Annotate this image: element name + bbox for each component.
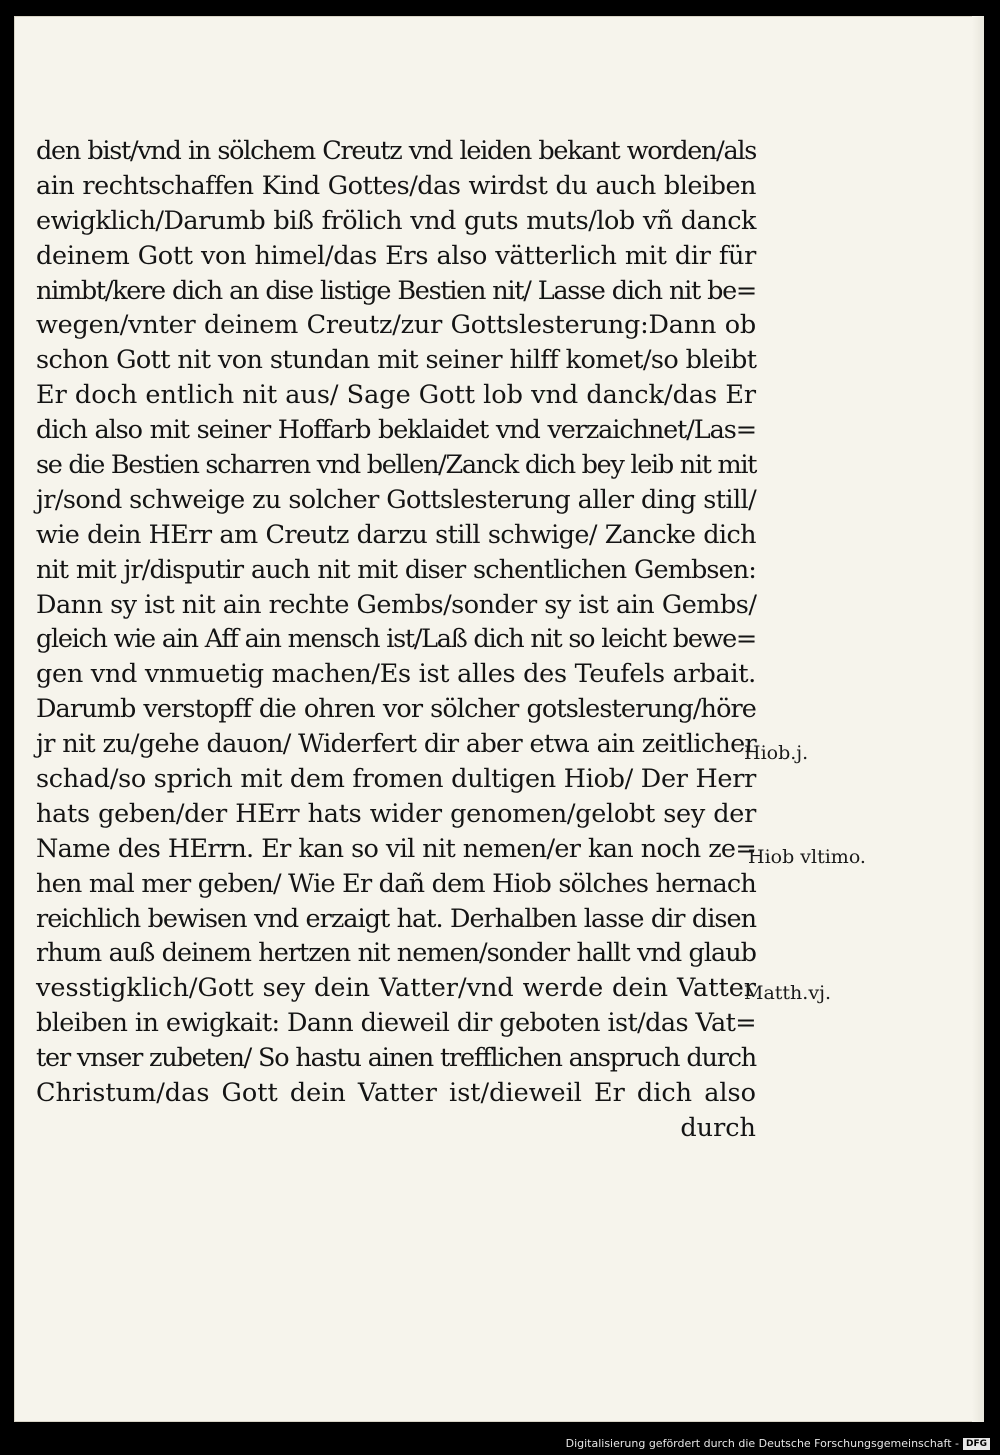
text-line: ewigklich/Darumb biß frölich vnd guts muts/lob vñ danck [36,205,756,236]
dfg-logo: DFG [963,1438,990,1450]
text-line: Christum/das Gott dein Vatter ist/dieweil Er dich also [36,1078,756,1109]
text-line: hen mal mer geben/ Wie Er dañ dem Hiob sölches hernach [36,868,756,899]
credit-text: Digitalisierung gefördert durch die Deutsche Forschungsgemeinschaft - [565,1437,959,1450]
text-line: hats geben/der HErr hats wider genomen/gelobt sey der [36,798,756,829]
text-line: nimbt/kere dich an dise listige Bestien nit/ Lasse dich nit be= [36,275,756,306]
text-line: nit mit jr/disputir auch nit mit diser schentlichen Gembsen: [36,554,756,585]
page-edge [972,16,984,1422]
text-line: wegen/vnter deinem Creutz/zur Gottslesterung:Dann ob [36,310,756,341]
text-line: rhum auß deinem hertzen nit nemen/sonder hallt vnd glaub [36,938,756,969]
text-line: schad/so sprich mit dem fromen dultigen Hiob/ Der Herr [36,764,756,795]
text-line: ter vnser zubeten/ So hastu ainen trefflichen anspruch durch [36,1043,756,1074]
book-page [14,16,984,1422]
text-line: se die Bestien scharren vnd bellen/Zanck dich bey leib nit mit [36,450,757,481]
text-line: dich also mit seiner Hoffarb beklaidet vnd verzaichnet/Las= [36,415,756,446]
text-line: gleich wie ain Aff ain mensch ist/Laß dich nit so leicht bewe= [36,624,756,655]
margin-note-hiob-ultimo: Hiob vltimo. [748,846,866,868]
digitization-credit [566,1437,990,1450]
margin-note-hiob-1: Hiob.j. [744,742,809,764]
text-line: Darumb verstopff die ohren vor sölcher gotslesterung/höre [36,694,756,725]
text-line: gen vnd vnmuetig machen/Es ist alles des Teufels arbait. [36,659,756,690]
text-line: wie dein HErr am Creutz darzu still schwige/ Zancke dich [36,519,756,550]
text-line: jr nit zu/gehe dauon/ Widerfert dir aber etwa ain zeitlicher [36,729,756,760]
catchword: durch [680,1112,756,1143]
text-line: deinem Gott von himel/das Ers also vätterlich mit dir für [36,240,756,271]
text-line: vesstigklich/Gott sey dein Vatter/vnd werde dein Vatter [36,973,756,1004]
text-line: den bist/vnd in sölchem Creutz vnd leiden bekant worden/als [36,136,756,166]
text-line: schon Gott nit von stundan mit seiner hilff komet/so bleibt [36,345,757,376]
text-line: bleiben in ewigkait: Dann dieweil dir geboten ist/das Vat= [36,1008,756,1039]
text-line: Er doch entlich nit aus/ Sage Gott lob vnd danck/das Er [36,380,757,411]
text-line: jr/sond schweige zu solcher Gottslesterung aller ding still/ [36,484,757,515]
text-line: ain rechtschaffen Kind Gottes/das wirdst du auch bleiben [36,170,756,201]
page-body-text [36,134,756,1146]
text-line: reichlich bewisen vnd erzaigt hat. Derhalben lasse dir disen [36,903,756,934]
margin-note-matth-6: Matth.vj. [744,982,831,1004]
text-line: Dann sy ist nit ain rechte Gembs/sonder sy ist ain Gembs/ [36,589,757,620]
text-line: Name des HErrn. Er kan so vil nit nemen/er kan noch ze= [36,833,756,864]
